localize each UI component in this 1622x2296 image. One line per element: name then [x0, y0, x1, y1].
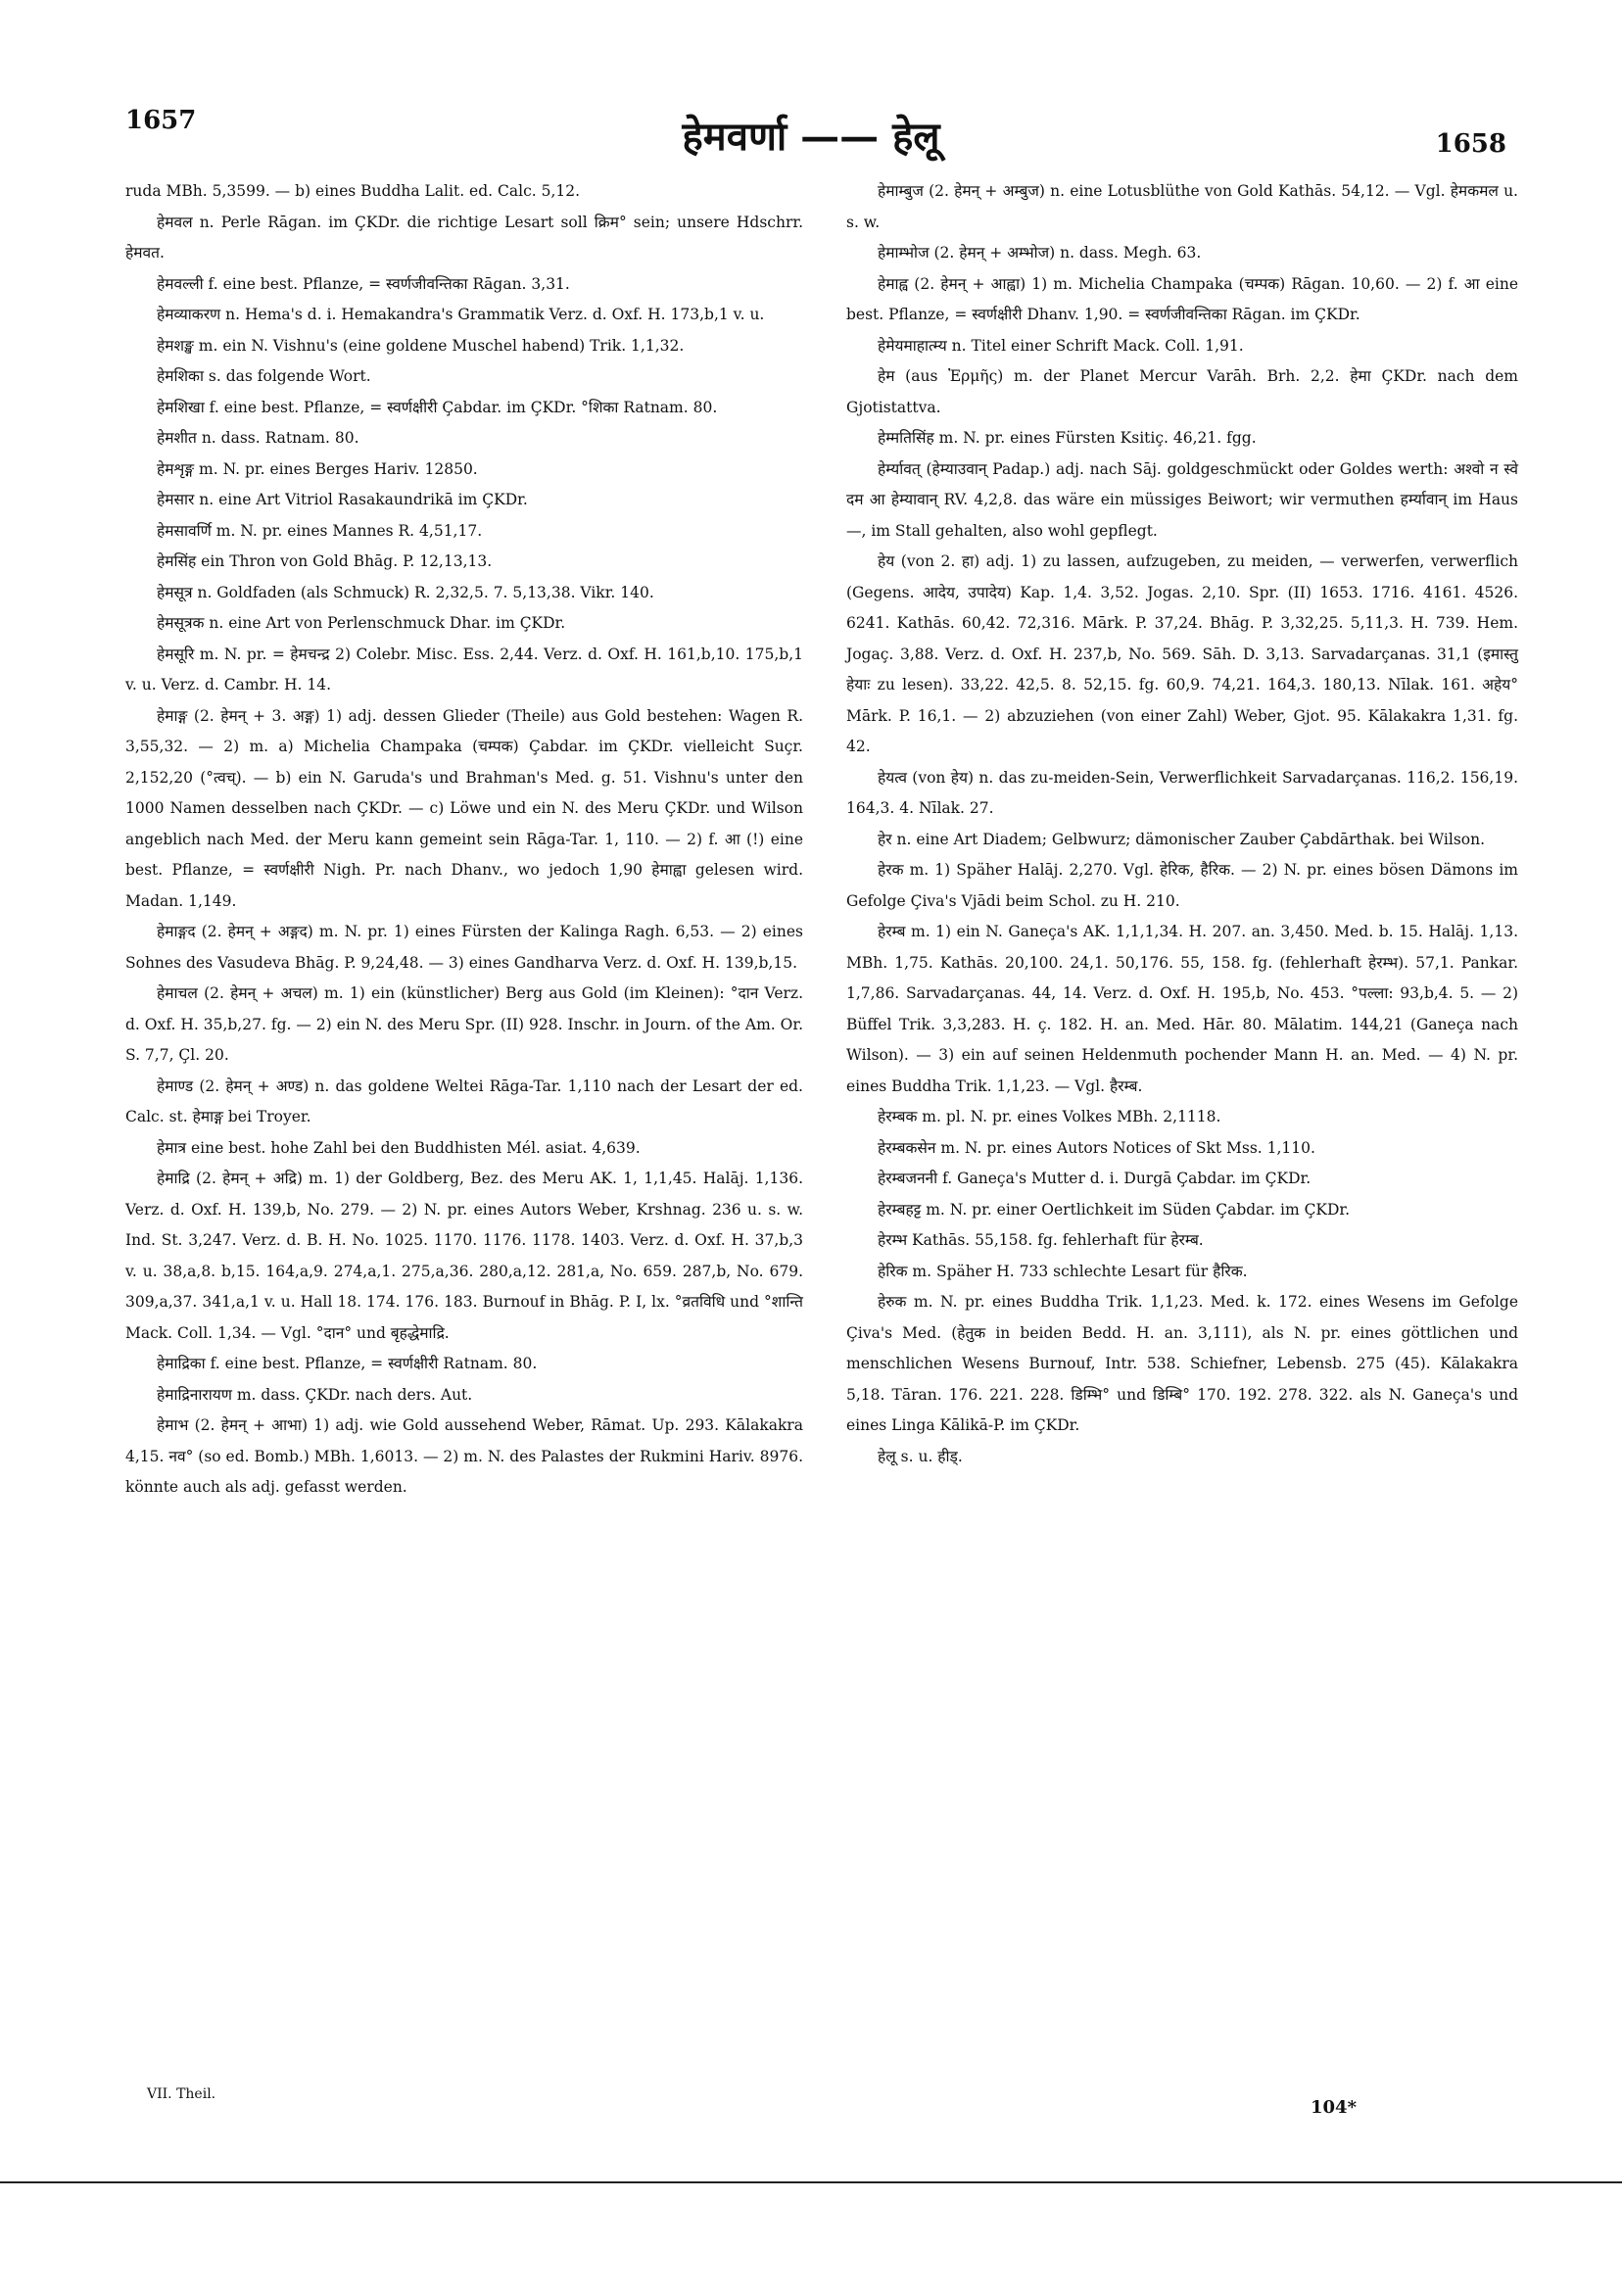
dictionary-entry: हेमाङ्गद (2. हेमन् + अङ्गद) m. N. pr. 1) eines Fürsten der Kalinga Ragh. 6,53. — 2) eines Sohnes des Vasudeva Bhāg. P. 9,24,48. — 3) eines Gandharva Verz. d. Oxf. H. 139,b,15.: [125, 923, 803, 972]
dictionary-entry: हेमसूत्र n. Goldfaden (als Schmuck) R. 2,32,5. 7. 5,13,38. Vikr. 140.: [157, 583, 654, 601]
dictionary-entry: हेमाण्ड (2. हेमन् + अण्ड) n. das goldene Weltei Rāga-Tar. 1,110 nach der Lesart der ed. Calc. st. हेमाङ्ग bei Troyer.: [125, 1076, 803, 1125]
dictionary-entry: हेमाम्भोज (2. हेमन् + अम्भोज) n. dass. Megh. 63.: [878, 244, 1202, 262]
dictionary-entry: हेमशङ्ख m. ein N. Vishnu's (eine goldene Muschel habend) Trik. 1,1,32.: [157, 336, 685, 355]
dictionary-entry: हेरम्बहट्ट m. N. pr. einer Oertlichkeit im Süden Çabdar. im ÇKDr.: [878, 1200, 1351, 1219]
dictionary-entry: हेरम्भ Kathās. 55,158. fg. fehlerhaft für हेरम्ब.: [878, 1231, 1204, 1249]
dictionary-entry: हेरिक m. Späher H. 733 schlechte Lesart für हैरिक.: [878, 1262, 1248, 1280]
dictionary-entry: हेर n. eine Art Diadem; Gelbwurz; dämonischer Zauber Çabdārthak. bei Wilson.: [878, 830, 1486, 848]
dictionary-entry: हेमसूत्रक n. eine Art von Perlenschmuck Dhar. im ÇKDr.: [157, 614, 566, 632]
volume-label: VII. Theil.: [147, 2086, 216, 2102]
dictionary-entry: हेमशिखा f. eine best. Pflanze, = स्वर्णक्षीरी Çabdar. im ÇKDr. °शिका Ratnam. 80.: [157, 398, 718, 416]
dictionary-entry: हेमशृङ्ग m. N. pr. eines Berges Hariv. 12850.: [157, 459, 478, 478]
dictionary-entry: हेमाद्रि (2. हेमन् + अद्रि) m. 1) der Goldberg, Bez. des Meru AK. 1, 1,1,45. Halāj. 1,136. Verz. d. Oxf. H. 139,b, No. 279. — 2) N. pr. eines Autors Weber, Krshnag. 236 u. s. w. Ind. St. 3,247. Verz. d. B. H. No. 1025. 1170. 1176. 1178. 1403. Verz. d. Oxf. H. 37,b,3 v. u. 38,a,8. b,15. 164,a,9. 274,a,1. 275,a,36. 280,a,12. 281,a, No. 659. 287,b, No. 679. 309,a,37. 341,a,1 v. u. Hall 18. 174. 176. 183. Burnouf in Bhāg. P. I, lx. °व्रतविधि und °शान्ति Mack. Coll. 1,34. — Vgl. °दान° und बृहद्धेमाद्रि.: [125, 1170, 803, 1342]
dictionary-entry: हेमाद्रिका f. eine best. Pflanze, = स्वर्णक्षीरी Ratnam. 80.: [157, 1355, 538, 1372]
dictionary-entry: हेमाभ (2. हेमन् + आभा) 1) adj. wie Gold aussehend Weber, Rāmat. Up. 293. Kālakakra 4,15. नव° (so ed. Bomb.) MBh. 1,6013. — 2) m. N. des Palastes der Rukmini Hariv. 8976. könnte auch als adj. gefasst werden.: [125, 1416, 803, 1496]
dictionary-entry: हेमसूरि m. N. pr. = हेमचन्द्र 2) Colebr. Misc. Ess. 2,44. Verz. d. Oxf. H. 161,b,10. 175,b,1 v. u. Verz. d. Cambr. H. 14.: [125, 645, 803, 694]
dictionary-entry: हेमव्याकरण n. Hema's d. i. Hemakandra's Grammatik Verz. d. Oxf. H. 173,b,1 v. u.: [157, 306, 765, 323]
dictionary-entry: हेर्म्यावत् (हेम्याउवान् Padap.) adj. nach Sāj. goldgeschmückt oder Goldes werth: अश्वो न स्वे दम आ हेम्यावान् RV. 4,2,8. das wäre ein müssiges Beiwort; wir vermuthen हर्म्यावान् im Haus —, im Stall gehalten, also wohl gepflegt.: [846, 459, 1518, 540]
dictionary-entry: हेरम्ब m. 1) ein N. Ganeça's AK. 1,1,1,34. H. 207. an. 3,450. Med. b. 15. Halāj. 1,13. MBh. 1,75. Kathās. 20,100. 24,1. 50,176. 55, 158. fg. (fehlerhaft हेरम्भ). 57,1. Pankar. 1,7,86. Sarvadarçanas. 44, 14. Verz. d. Oxf. H. 195,b, No. 453. °पल्ला: 93,b,4. 5. — 2) Büffel Trik. 3,3,283. H. ç. 182. H. an. Med. Hār. 80. Mālatim. 144,21 (Ganeça nach Wilson). — 3) ein auf seinen Heldenmuth pochender Mann H. an. Med. — 4) N. pr. eines Buddha Trik. 1,1,23. — Vgl. हैरम्ब.: [846, 923, 1518, 1095]
dictionary-entry: हेलू s. u. हीड्.: [878, 1447, 963, 1465]
right-column: [846, 176, 1518, 1472]
dictionary-entry: हेमाङ्ग (2. हेमन् + 3. अङ्ग) 1) adj. dessen Glieder (Theile) aus Gold bestehen: Wagen R. 3,55,32. — 2) m. a) Michelia Champaka (चम्पक) Çabdar. im ÇKDr. vielleicht Suçr. 2,152,20 (°त्वच्). — b) ein N. Garuda's und Brahman's Med. g. 51. Vishnu's unter den 1000 Namen desselben nach ÇKDr. — c) Löwe und ein N. des Meru ÇKDr. und Wilson angeblich nach Med. der Meru kann gemeint sein Rāga-Tar. 1, 110. — 2) f. आ (!) eine best. Pflanze, = स्वर्णक्षीरी Nigh. Pr. nach Dhanv., wo jedoch 1,90 हेमाह्वा gelesen wird. Madan. 1,149.: [125, 706, 803, 910]
dictionary-entry: हेमवल n. Perle Rāgan. im ÇKDr. die richtige Lesart soll क्रिम° sein; unsere Hdschrr. हेमवत.: [125, 213, 803, 262]
dictionary-entry: हेम (aus Ἑρμῆς) m. der Planet Mercur Varāh. Brh. 2,2. हेमा ÇKDr. nach dem Gjotistattva.: [846, 367, 1518, 416]
dictionary-entry: हेमात्र eine best. hohe Zahl bei den Buddhisten Mél. asiat. 4,639.: [157, 1138, 641, 1157]
dictionary-entry: हेमसिंह ein Thron von Gold Bhāg. P. 12,13,13.: [157, 552, 493, 570]
left-column: [125, 176, 803, 1504]
dictionary-entry: हेरम्बजननी f. Ganeça's Mutter d. i. Durgā Çabdar. im ÇKDr.: [878, 1170, 1312, 1187]
dictionary-entry: हेमाचल (2. हेमन् + अचल) m. 1) ein (künstlicher) Berg aus Gold (im Kleinen): °दान Verz. d. Oxf. H. 35,b,27. fg. — 2) ein N. des Meru Spr. (II) 928. Inschr. in Journ. of the Am. Or. S. 7,7, Çl. 20.: [125, 984, 803, 1064]
dictionary-entry: हेमाह्व (2. हेमन् + आह्वा) 1) m. Michelia Champaka (चम्पक) Rāgan. 10,60. — 2) f. आ eine best. Pflanze, = स्वर्णक्षीरी Dhanv. 1,90. = स्वर्णजीवन्तिका Rāgan. im ÇKDr.: [846, 274, 1518, 323]
signature-mark: 104*: [1311, 2097, 1357, 2118]
dictionary-entry: ruda MBh. 5,3599. — b) eines Buddha Lalit. ed. Calc. 5,12.: [125, 182, 581, 200]
dictionary-entry: हेरक m. 1) Späher Halāj. 2,270. Vgl. हेरिक, हैरिक. — 2) N. pr. eines bösen Dämons im Gefolge Çiva's Vjādi beim Schol. zu H. 210.: [846, 861, 1518, 910]
dictionary-entry: हेमेयमाहात्म्य n. Titel einer Schrift Mack. Coll. 1,91.: [878, 336, 1244, 355]
page-number-right: 1658: [1435, 129, 1506, 159]
dictionary-entry: हेमशिका s. das folgende Wort.: [157, 367, 371, 385]
dictionary-entry: हेमाद्रिनारायण m. dass. ÇKDr. nach ders. Aut.: [157, 1385, 473, 1404]
dictionary-entry: हेमशीत n. dass. Ratnam. 80.: [157, 429, 359, 447]
running-title: हेमवर्णा —— हेलू: [682, 114, 940, 160]
dictionary-entry: हेमसावर्णि m. N. pr. eines Mannes R. 4,51,17.: [157, 521, 483, 540]
dictionary-entry: हेमसार n. eine Art Vitriol Rasakaundrikā im ÇKDr.: [157, 491, 528, 508]
dictionary-entry: हेम्मतिसिंह m. N. pr. eines Fürsten Ksitiç. 46,21. fgg.: [878, 429, 1257, 447]
page-number-left: 1657: [125, 106, 197, 135]
bottom-rule: [0, 2181, 1622, 2183]
dictionary-entry: हेरुक m. N. pr. eines Buddha Trik. 1,1,23. Med. k. 172. eines Wesens im Gefolge Çiva's Med. (हेतुक in beiden Bedd. H. an. 3,111), als N. pr. eines göttlichen und menschlichen Wesens Burnouf, Intr. 538. Schiefner, Lebensb. 275 (45). Kālakakra 5,18. Tāran. 176. 221. 228. डिम्भि° und डिम्बि° 170. 192. 278. 322. als N. Ganeça's und eines Linga Kālikā-P. im ÇKDr.: [846, 1293, 1518, 1434]
dictionary-entry: हेय (von 2. हा) adj. 1) zu lassen, aufzugeben, zu meiden, — verwerfen, verwerflich (Gegens. आदेय, उपादेय) Kap. 1,4. 3,52. Jogas. 2,10. Spr. (II) 1653. 1716. 4161. 4526. 6241. Kathās. 60,42. 72,316. Mārk. P. 37,24. Bhāg. P. 3,32,25. 5,11,3. H. 739. Hem. Jogaç. 3,88. Verz. d. Oxf. H. 237,b, No. 569. Sāh. D. 3,13. Sarvadarçanas. 31,1 (इमास्तु हेयाः zu lesen). 33,22. 42,5. 8. 52,15. fg. 60,9. 74,21. 164,3. 180,13. Nīlak. 161. अहेय° Mārk. P. 16,1. — 2) abzuziehen (von einer Zahl) Weber, Gjot. 95. Kālakakra 1,31. fg. 42.: [846, 552, 1518, 755]
dictionary-entry: हेयत्व (von हेय) n. das zu-meiden-Sein, Verwerflichkeit Sarvadarçanas. 116,2. 156,19. 164,3. 4. Nīlak. 27.: [846, 768, 1518, 817]
dictionary-entry: हेमवल्ली f. eine best. Pflanze, = स्वर्णजीवन्तिका Rāgan. 3,31.: [157, 274, 570, 293]
dictionary-entry: हेमाम्बुज (2. हेमन् + अम्बुज) n. eine Lotusblüthe von Gold Kathās. 54,12. — Vgl. हेमकमल u. s. w.: [846, 182, 1518, 231]
dictionary-entry: हेरम्बक m. pl. N. pr. eines Volkes MBh. 2,1118.: [878, 1108, 1221, 1125]
dictionary-entry: हेरम्बकसेन m. N. pr. eines Autors Notices of Skt Mss. 1,110.: [878, 1138, 1315, 1157]
